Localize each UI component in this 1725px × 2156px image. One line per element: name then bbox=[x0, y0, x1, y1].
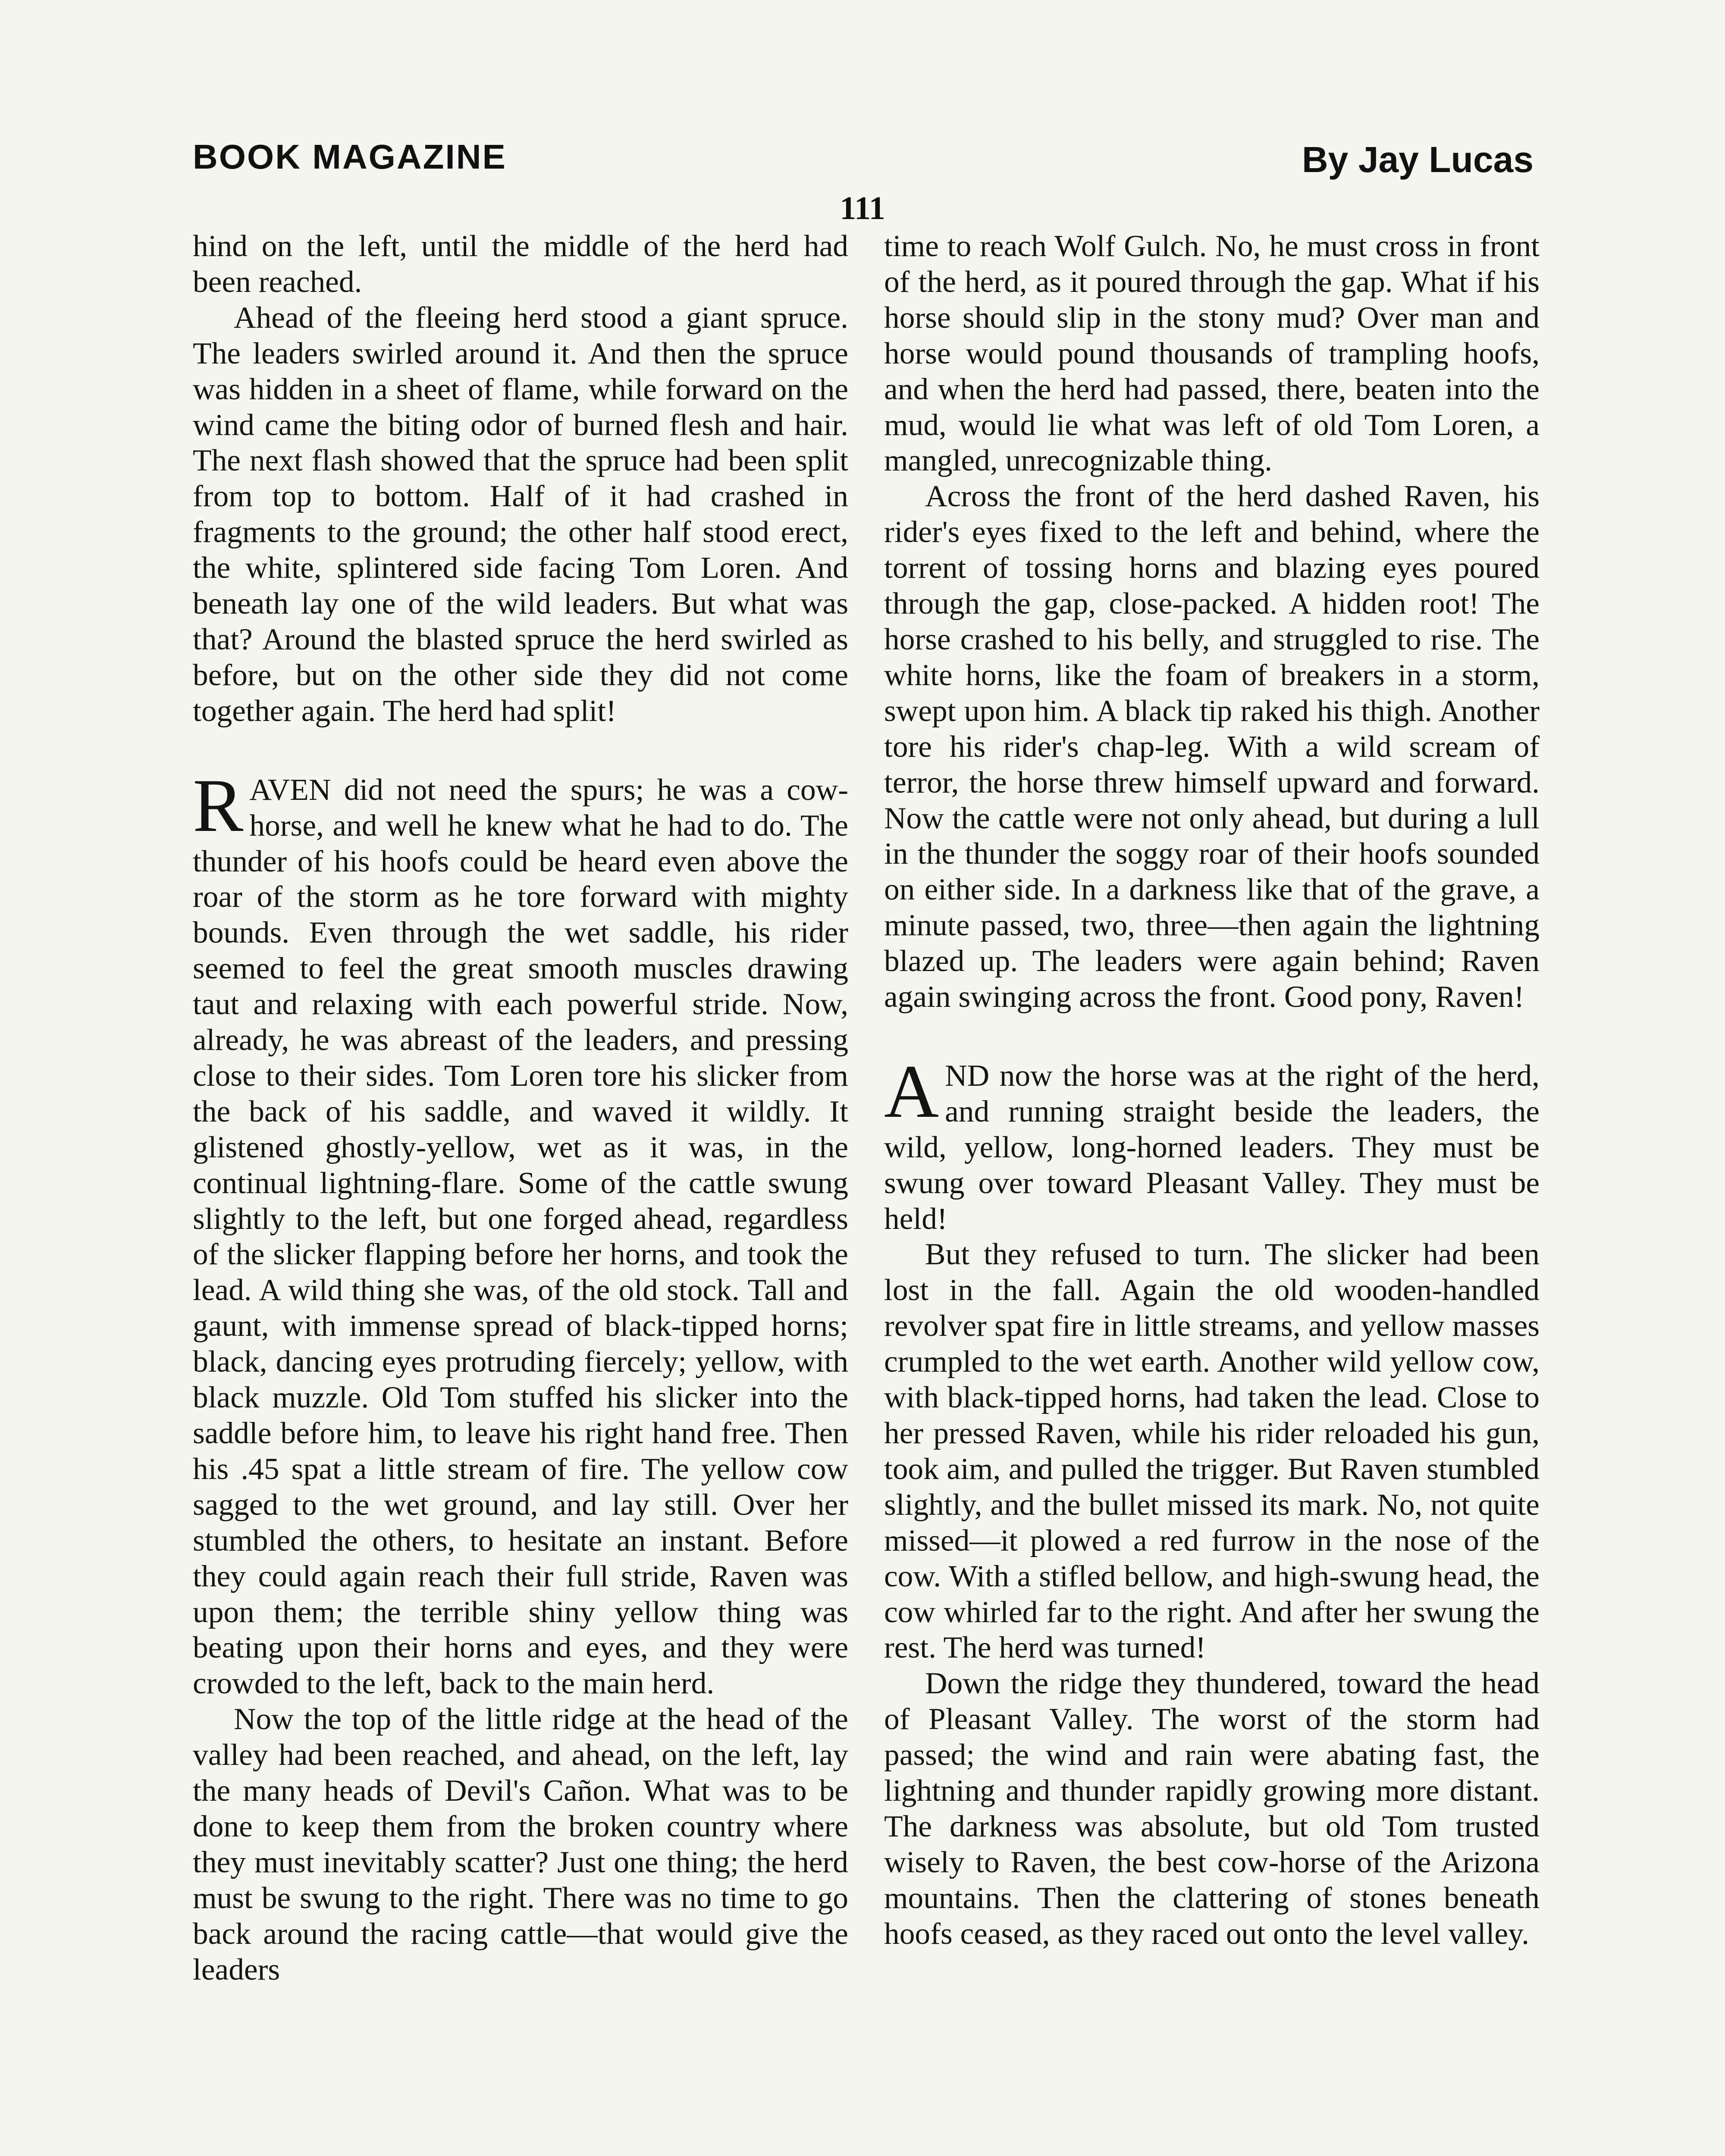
page-number: 111 bbox=[840, 190, 885, 226]
paragraph: time to reach Wolf Gulch. No, he must cross in front of the herd, as it poured through the gap. What if his horse should slip in the stony mud? Over man and horse would pound thousands of trampling hoofs, and when the herd had passed, there, beaten into the mud, would lie what was left of old Tom Loren, a mangled, unrecognizable thing. bbox=[884, 229, 1540, 478]
paragraph-with-drop-cap bbox=[193, 763, 848, 1702]
drop-cap: A bbox=[884, 1049, 939, 1134]
paragraph: Now the top of the little ridge at the head of the valley had been reached, and ahead, on the left, lay the many heads of Devil's Cañon. What was to be done to keep them from the broken country where they must inevitably scatter? Just one thing; the herd must be swung to the right. There was no time to go back around the racing cattle—that would give the leaders bbox=[193, 1702, 848, 1987]
paragraph: But they refused to turn. The slicker had been lost in the fall. Again the old wooden-handled revolver spat fire in little streams, and yellow masses crumpled to the wet earth. Another wild yellow cow, with black-tipped horns, had taken the lead. Close to her pressed Raven, while his rider reloaded his gun, took aim, and pulled the trigger. But Raven stumbled slightly, and the bullet missed its mark. No, not quite missed—it plowed a red furrow in the nose of the cow. With a stifled bellow, and high-swung head, the cow whirled far to the right. And after her swung the rest. The herd was turned! bbox=[884, 1237, 1540, 1665]
paragraph: hind on the left, until the middle of the herd had been reached. bbox=[193, 229, 848, 299]
paragraph: Ahead of the fleeing herd stood a giant spruce. The leaders swirled around it. And then the spruce was hidden in a sheet of flame, while forward on the wind came the biting odor of burned flesh and hair. The next flash showed that the spruce had been split from top to bottom. Half of it had crashed in fragments to the ground; the other half stood erect, the white, splintered side facing Tom Loren. And beneath lay one of the wild leaders. But what was that? Around the blasted spruce the herd swirled as before, but on the other side they did not come together again. The herd had split! bbox=[193, 300, 848, 728]
paragraph-text: ND now the horse was at the right of the herd, and running straight beside the leaders, the wild, yellow, long-horned leaders. They must be swung over toward Pleasant Valley. They must be held! bbox=[884, 1058, 1540, 1236]
paragraph: Across the front of the herd dashed Raven, his rider's eyes fixed to the left and behind, where the torrent of tossing horns and blazing eyes poured through the gap, close-packed. A hidden root! The horse crashed to his belly, and struggled to rise. The white horns, like the foam of breakers in a storm, swept upon him. A black tip raked his thigh. Another tore his rider's chap-leg. With a wild scream of terror, the horse threw himself upward and forward. Now the cattle were not only ahead, but during a lull in the thunder the soggy roar of their hoofs sounded on either side. In a darkness like that of the grave, a minute passed, two, three—then again the lightning blazed up. The leaders were again behind; Raven again swinging across the front. Good pony, Raven! bbox=[884, 479, 1540, 1014]
drop-cap: R bbox=[193, 763, 244, 848]
magazine-title: BOOK MAGAZINE bbox=[193, 138, 507, 176]
left-column bbox=[193, 229, 848, 1988]
paragraph-text: AVEN did not need the spurs; he was a cow-horse, and well he knew what he had to do. The thunder of his hoofs could be heard even above the roar of the storm as he tore forward with mighty bounds. Even through the wet saddle, his rider seemed to feel the great smooth muscles drawing taut and relaxing with each powerful stride. Now, already, he was abreast of the leaders, and pressing close to their sides. Tom Loren tore his slicker from the back of his saddle, and waved it wildly. It glistened ghostly-yellow, wet as it was, in the continual lightning-flare. Some of the cattle swung slightly to the left, but one forged ahead, regardless of the slicker flapping before her horns, and took the lead. A wild thing she was, of the old stock. Tall and gaunt, with immense spread of black-tipped horns; black, dancing eyes protruding fiercely; yellow, with black muzzle. Old Tom stuffed his slicker into the saddle before him, to leave his right hand free. Then his .45 spat a little stream of fire. The yellow cow sagged to the wet ground, and lay still. Over her stumbled the others, to hesitate an instant. Before they could again reach their full stride, Raven was upon them; the terrible shiny yellow thing was beating upon their horns and eyes, and they were crowded to the left, back to the main herd. bbox=[193, 772, 848, 1701]
paragraph-with-drop-cap bbox=[884, 1049, 1540, 1237]
right-column bbox=[884, 229, 1540, 1952]
paragraph: Down the ridge they thundered, toward the head of Pleasant Valley. The worst of the storm had passed; the wind and rain were abating fast, the lightning and thunder rapidly growing more distant. The darkness was absolute, but old Tom trusted wisely to Raven, the best cow-horse of the Arizona mountains. Then the clattering of stones beneath hoofs ceased, as they raced out onto the level valley. bbox=[884, 1666, 1540, 1951]
author-byline: By Jay Lucas bbox=[1302, 139, 1534, 180]
